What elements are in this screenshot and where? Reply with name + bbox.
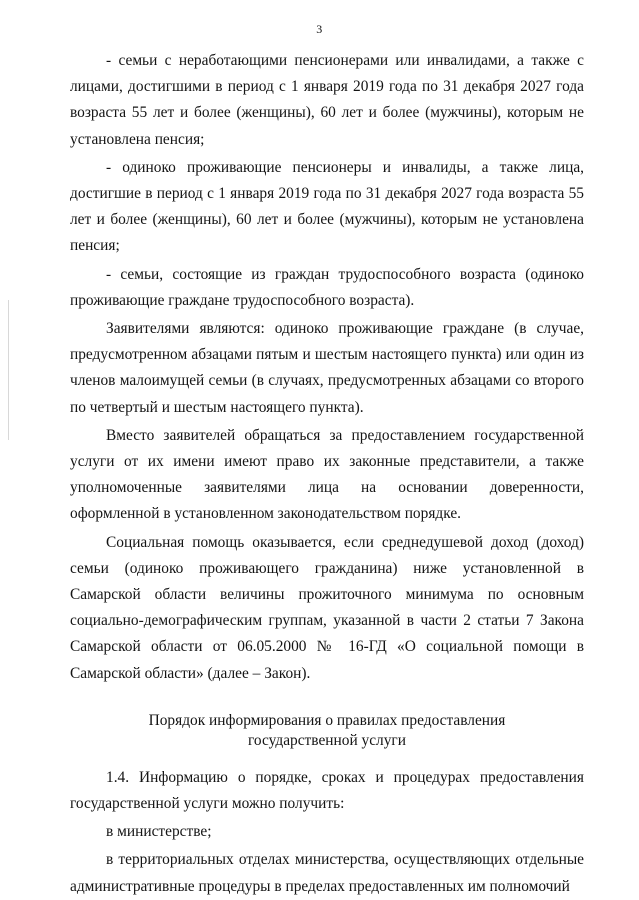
paragraph-pensioner-families: - семьи с неработающими пенсионерами или инвалидами, а также с лицами, достигшими в период с 1 января 2019 года по 31 декабря 2027 года возраста 55 лет и более (женщины), 60 лет и более (мужчины), которым не установлена пенсия;	[70, 52, 584, 148]
paragraph-working-age-families: - семьи, состоящие из граждан трудоспособного возраста (одиноко проживающие граждане трудоспособного возраста).	[70, 265, 584, 309]
section-heading-line-1: Порядок информирования о правилах предоставления	[148, 711, 506, 729]
paragraph-information-sources: 1.4. Информацию о порядке, сроках и процедурах предоставления государственной услуги можно получить:	[70, 768, 584, 813]
scan-edge-mark	[8, 300, 9, 440]
section-heading	[70, 711, 584, 751]
paragraph-ministry: в министерстве;	[106, 823, 212, 841]
paragraph-single-pensioners: - одиноко проживающие пенсионеры и инвалиды, а также лица, достигшие в период с 1 января 2019 года по 31 декабря 2027 года возраста 55 лет и более (женщины), 60 лет и более (мужчины), которым не установлена пенсия;	[70, 158, 584, 255]
document-body	[70, 48, 584, 900]
paragraph-representatives: Вместо заявителей обращаться за предоставлением государственной услуги от их имени имеют право их законные представители, а также уполномоченные заявителями лица на основании доверенности, оформленной в установленном законодательством порядке.	[70, 426, 584, 523]
section-heading-line-2: государственной услуги	[248, 731, 406, 749]
page-number: 3	[316, 22, 323, 36]
paragraph-applicants: Заявителями являются: одиноко проживающие граждане (в случае, предусмотренном абзацами пятым и шестым настоящего пункта) или один из членов малоимущей семьи (в случаях, предусмотренных абзацами со второго по четвертый и шестым настоящего пункта).	[70, 320, 584, 416]
paragraph-territorial-departments: в территориальных отделах министерства, осуществляющих отдельные административные процедуры в пределах предоставленных им полномочий	[70, 851, 584, 895]
paragraph-social-assistance: Социальная помощь оказывается, если среднедушевой доход (доход) семьи (одиноко проживающего гражданина) ниже установленной в Самарской области величины прожиточного минимума по основным социально-демографическим группам, указанной в части 2 статьи 7 Закона Самарской области от 06.05.2000 № 16-ГД «О социальной помощи в Самарской области» (далее – Закон).	[70, 533, 584, 682]
